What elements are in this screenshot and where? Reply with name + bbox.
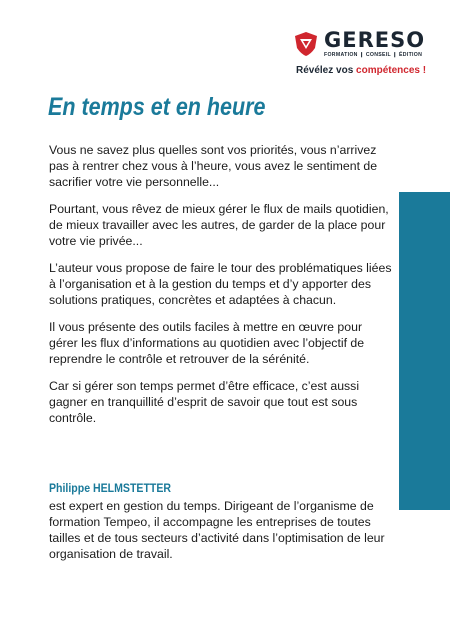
description-paragraph: L’auteur vous propose de faire le tour des problématiques liées à l’organisation et à la gestion du temps et d’y apporter des solutions pratiques, concrètes et adaptées à chacun. bbox=[49, 261, 392, 307]
brand-subtitle: FORMATION ❙ CONSEIL ❙ ÉDITION bbox=[324, 52, 423, 58]
description-paragraph: Vous ne savez plus quelles sont vos priorités, vous n’arrivez pas à rentrer chez vous à l’heure, vous avez le sentiment de sacrifier votre vie personnelle... bbox=[49, 143, 378, 189]
tagline-accent: compétences ! bbox=[356, 65, 427, 76]
brand-tagline bbox=[296, 65, 426, 76]
brand-name: GERESO bbox=[324, 28, 426, 52]
gereso-logo bbox=[293, 30, 433, 58]
decorative-side-bar bbox=[399, 192, 450, 510]
tagline-prefix: Révélez vos bbox=[296, 65, 357, 76]
description-paragraph: Car si gérer son temps permet d’être efficace, c’est aussi gagner en tranquillité d’esprit de savoir que tout est sous contrôle. bbox=[49, 379, 360, 425]
book-description bbox=[49, 142, 394, 437]
description-paragraph: Il vous présente des outils faciles à mettre en œuvre pour gérer les flux d’informations au quotidien avec l’objectif de reprendre le contrôle et retrouver de la sérénité. bbox=[49, 320, 365, 366]
author-bio: est expert en gestion du temps. Dirigeant de l’organisme de formation Tempeo, il accompagne les entreprises de toutes tailles et de tous secteurs d’activité dans l’optimisation de leur organisation de travail. bbox=[49, 499, 385, 561]
author-name: Philippe HELMSTETTER bbox=[49, 481, 172, 495]
book-title: En temps et en heure bbox=[48, 93, 266, 121]
shield-logo-icon bbox=[293, 31, 319, 57]
description-paragraph: Pourtant, vous rêvez de mieux gérer le flux de mails quotidien, de mieux travailler avec les autres, de garder de la place pour votre vie privée... bbox=[49, 202, 389, 248]
